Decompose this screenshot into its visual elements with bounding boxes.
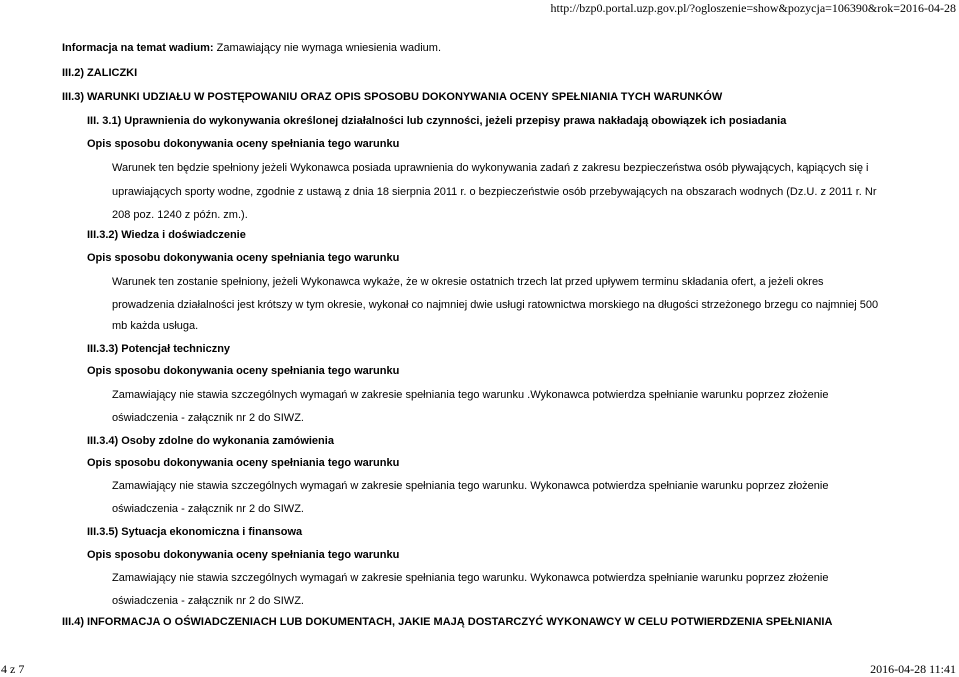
print-datetime: 2016-04-28 11:41 — [870, 662, 956, 676]
section-331-text-3: 208 poz. 1240 z późn. zm.). — [112, 209, 248, 221]
section-332-text-3: mb każda usługa. — [112, 320, 199, 332]
section-332-text-2: prowadzenia działalności jest krótszy w tym okresie, wykonał co najmniej dwie usługi ratownictwa morskiego na długości strzeżonego brzegu co najmniej 500 — [112, 299, 879, 311]
section-332-heading: III.3.2) Wiedza i doświadczenie — [87, 229, 246, 241]
section-332-opis: Opis sposobu dokonywania oceny spełniania tego warunku — [87, 252, 400, 264]
section-335-text-1: Zamawiający nie stawia szczególnych wymagań w zakresie spełniania tego warunku. Wykonawca potwierdza spełnianie warunku poprzez złożenie — [112, 572, 829, 584]
section-335-text-2: oświadczenia - załącznik nr 2 do SIWZ. — [112, 595, 304, 607]
section-333-text-1: Zamawiający nie stawia szczególnych wymagań w zakresie spełniania tego warunku .Wykonawca potwierdza spełnianie warunku poprzez złożenie — [112, 389, 829, 401]
section-34-heading: III.4) INFORMACJA O OŚWIADCZENIACH LUB DOKUMENTACH, JAKIE MAJĄ DOSTARCZYĆ WYKONAWCY W CELU POTWIERDZENIA SPEŁNIANIA — [62, 616, 833, 628]
wadium-line — [62, 41, 441, 55]
section-335-opis: Opis sposobu dokonywania oceny spełniania tego warunku — [87, 549, 400, 561]
wadium-value: Zamawiający nie wymaga wniesienia wadium. — [213, 42, 442, 54]
section-334-text-2: oświadczenia - załącznik nr 2 do SIWZ. — [112, 503, 304, 515]
section-335-heading: III.3.5) Sytuacja ekonomiczna i finansowa — [87, 526, 303, 538]
section-334-heading: III.3.4) Osoby zdolne do wykonania zamówienia — [87, 435, 334, 447]
section-333-text-2: oświadczenia - załącznik nr 2 do SIWZ. — [112, 412, 304, 424]
wadium-label: Informacja na temat wadium: — [62, 42, 214, 54]
warunki-heading: III.3) WARUNKI UDZIAŁU W POSTĘPOWANIU ORAZ OPIS SPOSOBU DOKONYWANIA OCENY SPEŁNIANIA TYCH WARUNKÓW — [62, 91, 723, 103]
zaliczki-heading: III.2) ZALICZKI — [62, 67, 138, 79]
section-334-text-1: Zamawiający nie stawia szczególnych wymagań w zakresie spełniania tego warunku. Wykonawca potwierdza spełnianie warunku poprzez złożenie — [112, 480, 829, 492]
section-331-text-1: Warunek ten będzie spełniony jeżeli Wykonawca posiada uprawnienia do wykonywania zadań z zakresu bezpieczeństwa osób pływających, kąpiących się i — [112, 162, 869, 174]
page-url: http://bzp0.portal.uzp.gov.pl/?ogloszenie=show&pozycja=106390&rok=2016-04-28 — [550, 1, 956, 15]
section-332-text-1: Warunek ten zostanie spełniony, jeżeli Wykonawca wykaże, że w okresie ostatnich trzech lat przed upływem terminu składania ofert, a jeżeli okres — [112, 276, 824, 288]
section-331-heading: III. 3.1) Uprawnienia do wykonywania określonej działalności lub czynności, jeżeli przepisy prawa nakładają obowiązek ich posiadania — [87, 115, 787, 127]
section-331-text-2: uprawiających sporty wodne, zgodnie z ustawą z dnia 18 sierpnia 2011 r. o bezpieczeństwie osób przebywających na obszarach wodnych (Dz.U. z 2011 r. Nr — [112, 186, 877, 198]
page-number: 4 z 7 — [1, 662, 25, 676]
section-331-opis: Opis sposobu dokonywania oceny spełniania tego warunku — [87, 138, 400, 150]
section-334-opis: Opis sposobu dokonywania oceny spełniania tego warunku — [87, 457, 400, 469]
section-333-heading: III.3.3) Potencjał techniczny — [87, 343, 231, 355]
section-333-opis: Opis sposobu dokonywania oceny spełniania tego warunku — [87, 365, 400, 377]
